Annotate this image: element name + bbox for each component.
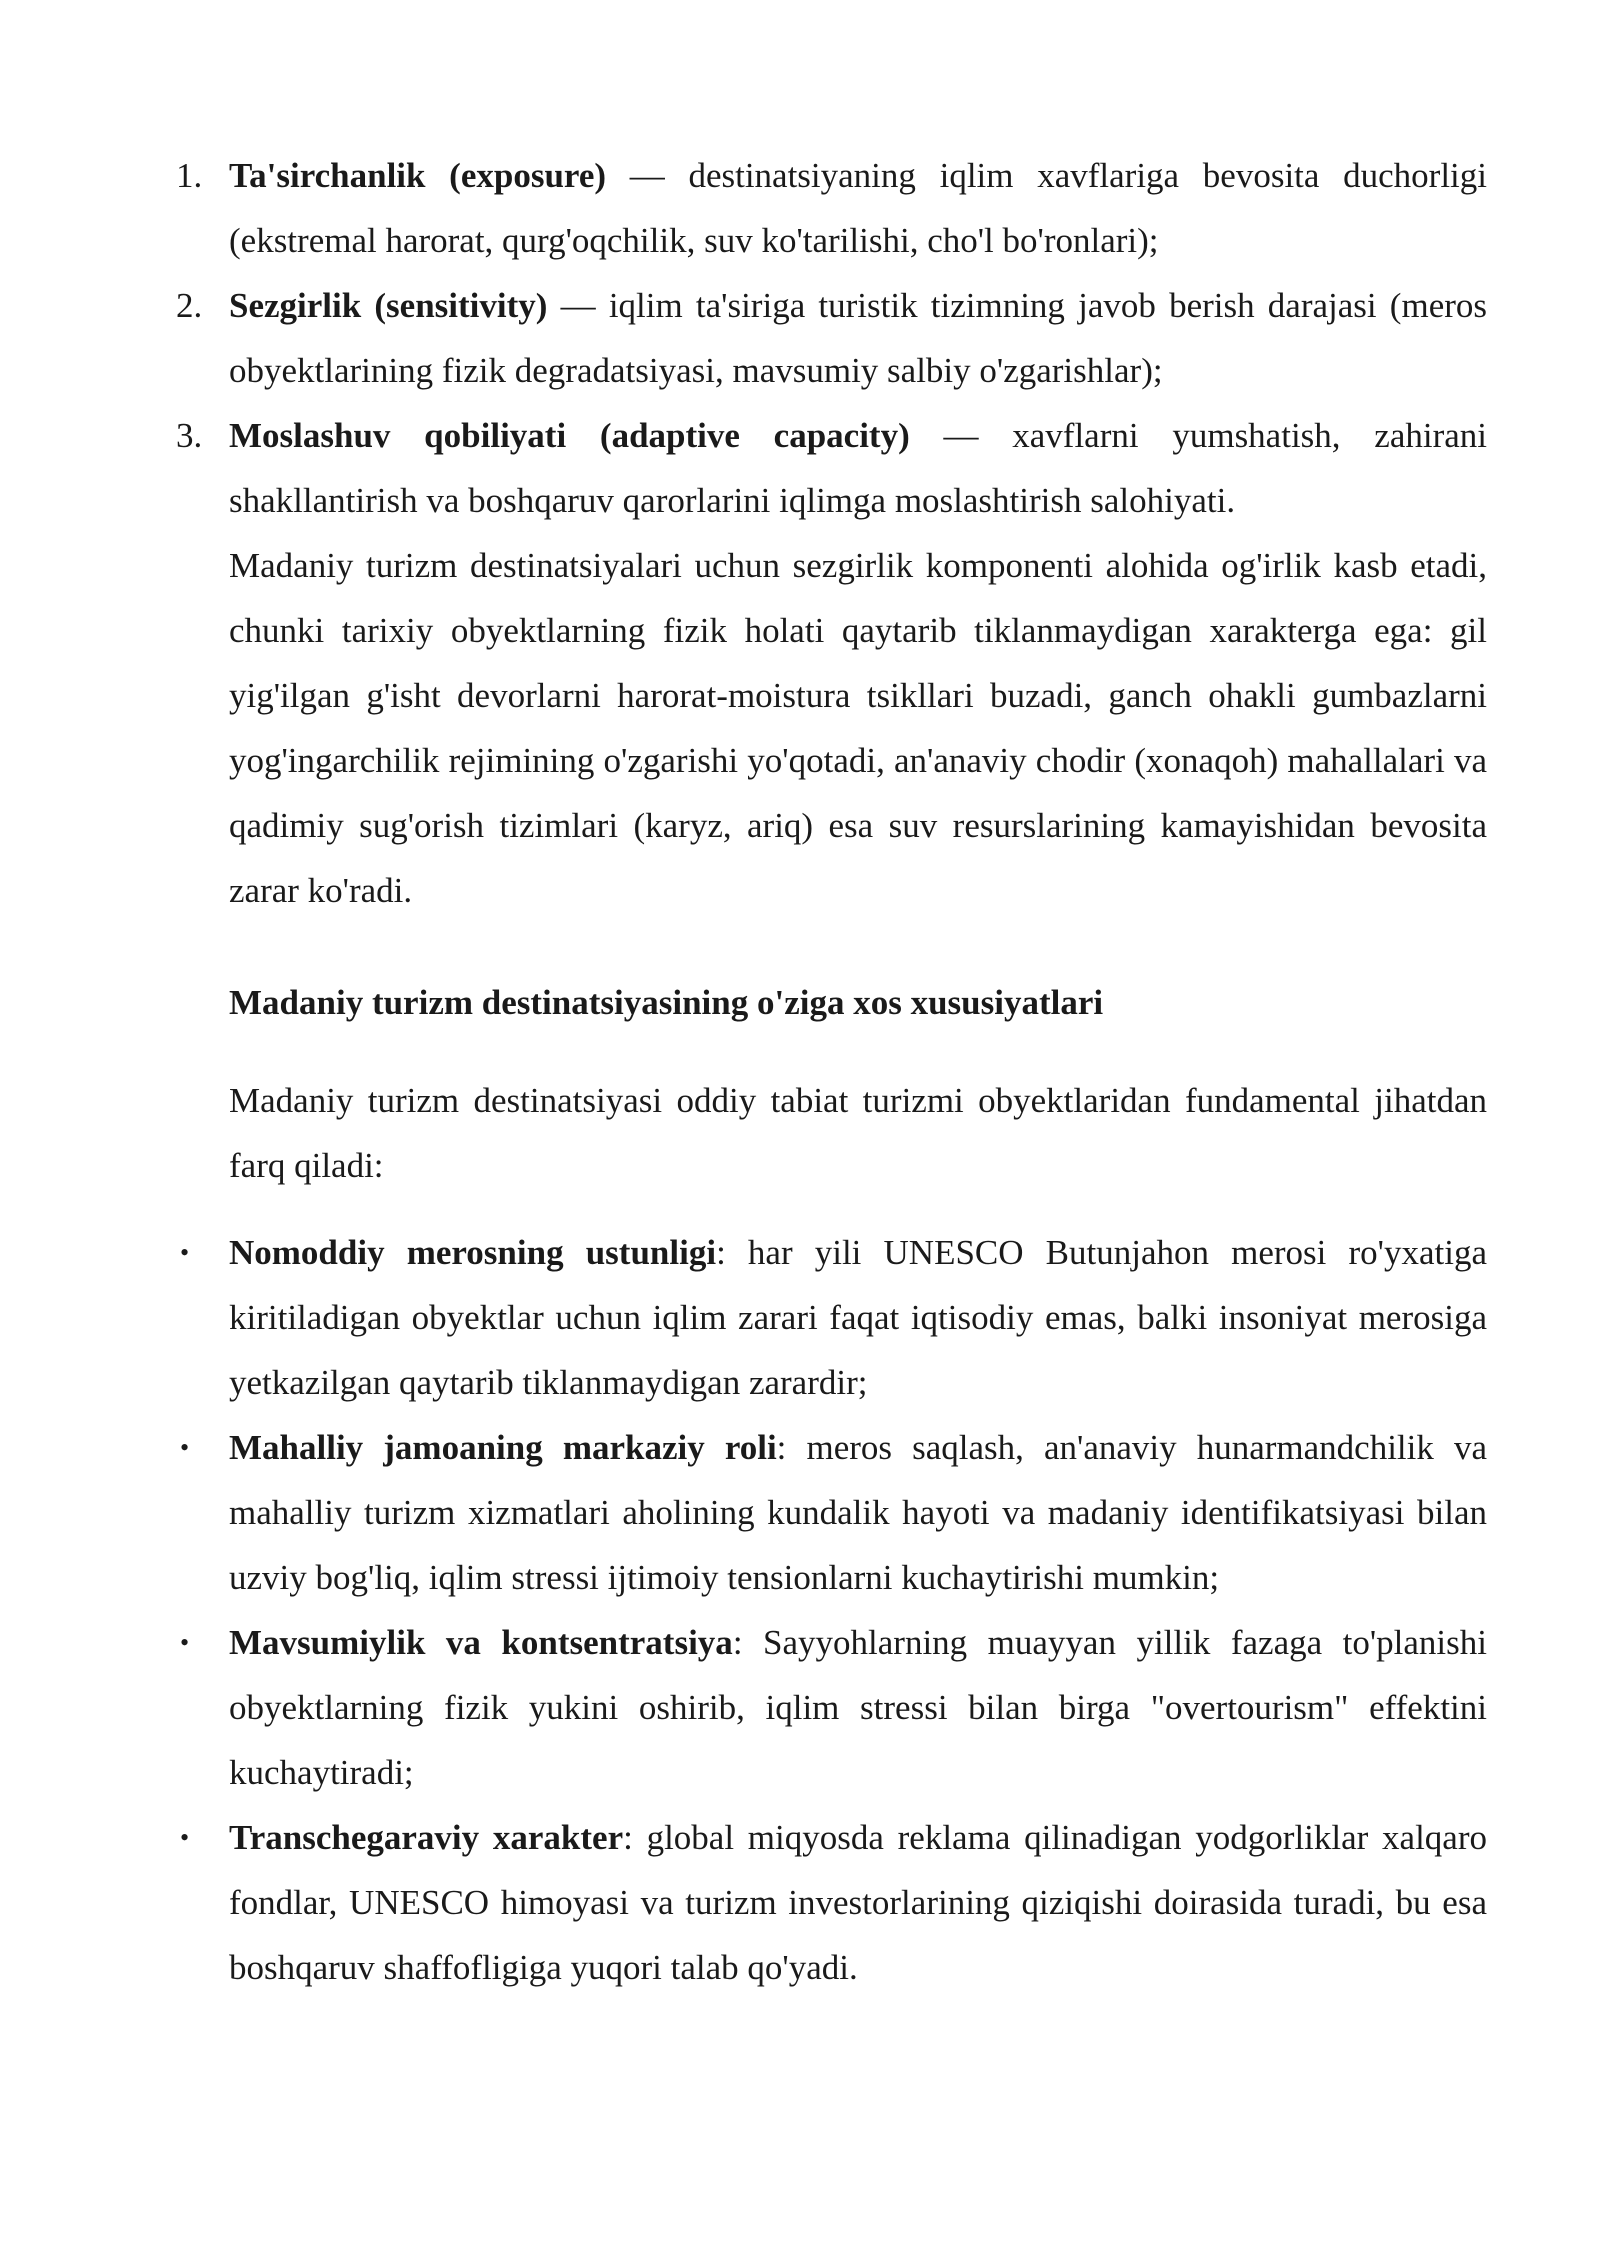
bullet-item-intangible-heritage bbox=[229, 1220, 1487, 1415]
bullet-text: : global miqyosda reklama qilinadigan yodgorliklar xalqaro fondlar, UNESCO himoyasi va turizm investorlarining qiziqishi doirasida turadi, bu esa boshqaruv shaffofligiga yuqori talab qo'yadi. bbox=[229, 1818, 1487, 1987]
term-adaptive-capacity: Moslashuv qobiliyati (adaptive capacity) bbox=[229, 416, 910, 455]
item-text: — destinatsiyaning iqlim xavflariga bevosita duchorligi (ekstremal harorat, qurg'oqchilik, suv ko'tarilishi, cho'l bo'ronlari); bbox=[229, 156, 1487, 260]
term-sensitivity: Sezgirlik (sensitivity) bbox=[229, 286, 548, 325]
bullet-text: : meros saqlash, an'anaviy hunarmandchilik va mahalliy turizm xizmatlari aholining kundalik hayoti va madaniy identifikatsiyasi bilan uzviy bog'liq, iqlim stressi ijtimoiy tensionlarni kuchaytirishi mumkin; bbox=[229, 1428, 1487, 1597]
bullet-marker: • bbox=[180, 1823, 190, 1852]
intro-paragraph: Madaniy turizm destinatsiyasi oddiy tabiat turizmi obyektlaridan fundamental jihatdan farq qiladi: bbox=[229, 1081, 1487, 1185]
bullet-item-local-community bbox=[229, 1415, 1487, 1610]
item-text: — iqlim ta'siriga turistik tizimning javob berish darajasi (meros obyektlarining fizik degradatsiyasi, mavsumiy salbiy o'zgarishlar); bbox=[229, 286, 1487, 390]
bullet-item-transboundary bbox=[229, 1805, 1487, 2000]
bullet-marker: • bbox=[180, 1628, 190, 1657]
numbered-item-sensitivity bbox=[229, 273, 1487, 403]
bullet-term: Transchegaraviy xarakter bbox=[229, 1818, 624, 1857]
bullet-term: Nomoddiy merosning ustunligi bbox=[229, 1233, 717, 1272]
bullet-marker: • bbox=[180, 1238, 190, 1267]
section-heading: Madaniy turizm destinatsiyasining o'ziga xos xususiyatlari bbox=[229, 983, 1104, 1022]
bullet-term: Mavsumiylik va kontsentratsiya bbox=[229, 1623, 733, 1662]
list-number: 2. bbox=[176, 286, 203, 325]
numbered-item-exposure bbox=[229, 143, 1487, 273]
bullet-term: Mahalliy jamoaning markaziy roli bbox=[229, 1428, 777, 1467]
bullet-marker: • bbox=[180, 1433, 190, 1462]
bullet-item-seasonality bbox=[229, 1610, 1487, 1805]
list-number: 1. bbox=[176, 156, 203, 195]
numbered-item-adaptive-capacity bbox=[229, 403, 1487, 533]
list-number: 3. bbox=[176, 416, 203, 455]
term-exposure: Ta'sirchanlik (exposure) bbox=[229, 156, 607, 195]
item-text: — xavflarni yumshatish, zahirani shakllantirish va boshqaruv qarorlarini iqlimga moslashtirish salohiyati. bbox=[229, 416, 1488, 520]
bullet-text: : Sayyohlarning muayyan yillik fazaga to'planishi obyektlarning fizik yukini oshirib, iqlim stressi bilan birga "overtourism" effektini kuchaytiradi; bbox=[229, 1623, 1487, 1792]
body-paragraph: Madaniy turizm destinatsiyalari uchun sezgirlik komponenti alohida og'irlik kasb etadi, chunki tarixiy obyektlarning fizik holati qaytarib tiklanmaydigan xarakterga ega: gil yig'ilgan g'isht devorlarni harorat-moistura tsikllari buzadi, ganch ohakli gumbazlarni yog'ingarchilik rejimining o'zgarishi yo'qotadi, an'anaviy chodir (xonaqoh) mahallalari va qadimiy sug'orish tizimlari (karyz, ariq) esa suv resurslarining kamayishidan bevosita zarar ko'radi. bbox=[229, 546, 1487, 910]
bullet-text: : har yili UNESCO Butunjahon merosi ro'yxatiga kiritiladigan obyektlar uchun iqlim zarari faqat iqtisodiy emas, balki insoniyat merosiga yetkazilgan qaytarib tiklanmaydigan zarardir; bbox=[229, 1233, 1487, 1402]
